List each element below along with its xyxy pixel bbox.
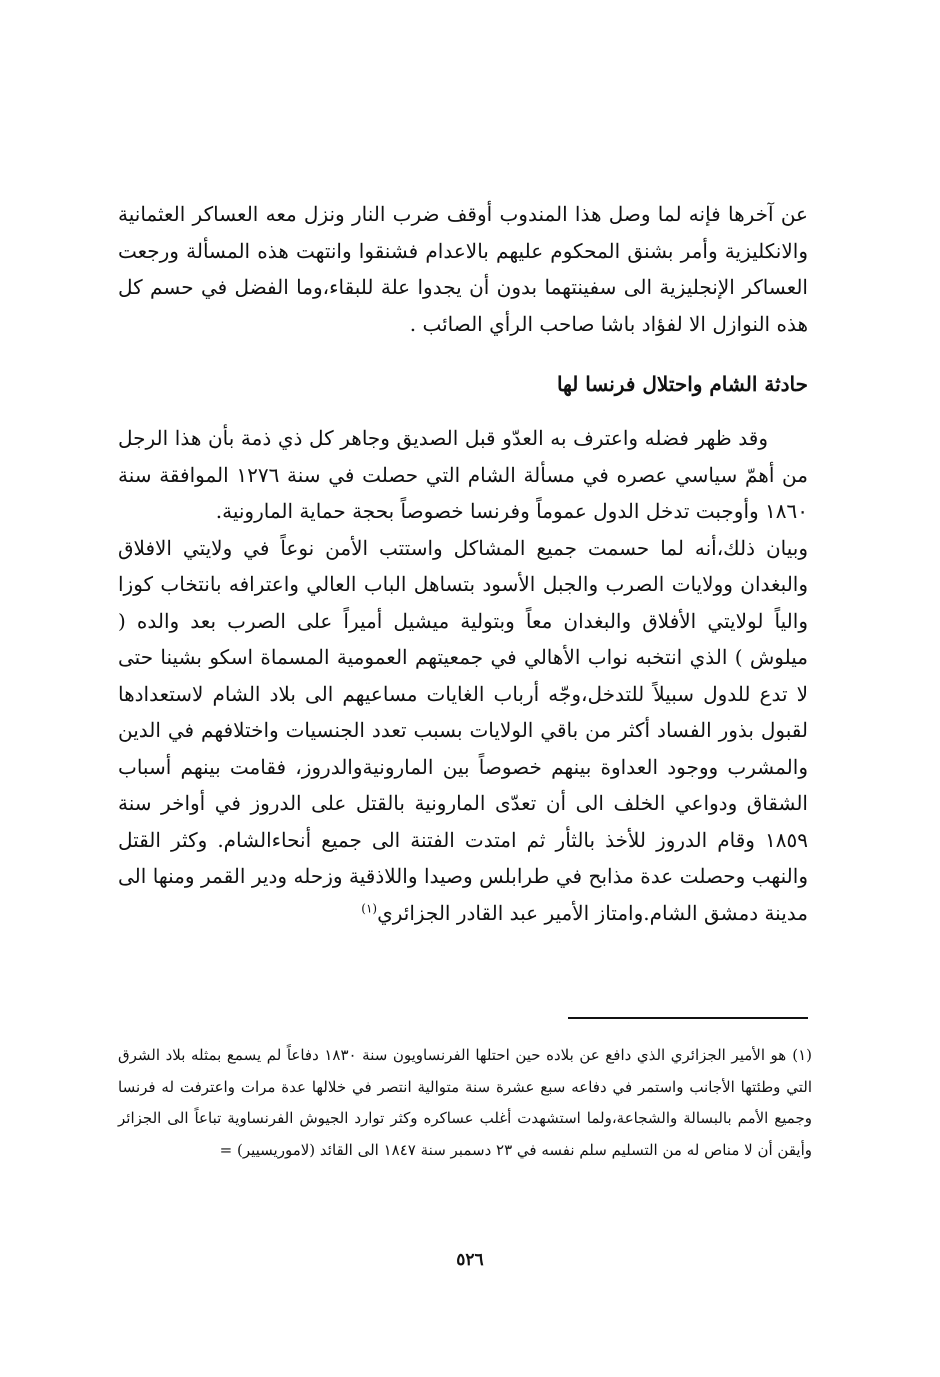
footnote-marker: (١) bbox=[792, 1046, 812, 1064]
page-number: ٥٢٦ bbox=[456, 1250, 484, 1270]
paragraph-3 bbox=[118, 530, 808, 932]
footnote-divider bbox=[568, 1017, 808, 1019]
footnote bbox=[118, 1040, 812, 1166]
paragraph-2: وقد ظهر فضله واعترف به العدّو قبل الصديق وجاهر كل ذي ذمة بأن هذا الرجل من أهمّ سياسي عصره في مسألة الشام التي حصلت في سنة ١٢٧٦ الموافقة سنة ١٨٦٠ وأوجبت تدخل الدول عموماً وفرنسا خصوصاً بحجة حماية المارونية. bbox=[118, 426, 808, 523]
footnote-paragraph bbox=[118, 1040, 812, 1166]
section-heading: حادثة الشام واحتلال فرنسا لها bbox=[556, 372, 808, 396]
footnote-reference: (١) bbox=[361, 900, 378, 915]
paragraph-3-text: وبيان ذلك،أنه لما حسمت جميع المشاكل واستتب الأمن نوعاً في ولايتي الافلاق والبغدان وولايات الصرب والجبل الأسود بتساهل الباب العالي واعترافه بانتخاب كوزا والياً لولايتي الأفلاق والبغدان معاً وبتولية ميشيل أميراً على الصرب بعد والده ( ميلوش ) الذي انتخبه نواب الأهالي في جمعيتهم العمومية المسماة اسكو بشينا حتى لا تدع للدول سبيلاً للتدخل،وجّه أرباب الغايات مساعيهم الى بلاد الشام لاستعدادها لقبول بذور الفساد أكثر من باقي الولايات بسبب تعدد الجنسيات واختلافهم في الدين والمشرب ووجود العداوة بينهم خصوصاً بين المارونيةوالدروز، فقامت بينهم أسباب الشقاق ودواعي الخلف الى أن تعدّى المارونية بالقتل على الدروز في أواخر سنة ١٨٥٩ وقام الدروز للأخذ بالثأر ثم امتدت الفتنة الى جميع أنحاءالشام. وكثر القتل والنهب وحصلت عدة مذابح في طرابلس وصيدا واللاذقية وزحله ودير القمر ومنها الى مدينة دمشق الشام.وامتاز الأمير عبد القادر الجزائري bbox=[118, 535, 808, 925]
footnote-text: هو الأمير الجزائري الذي دافع عن بلاده حين احتلها الفرنساويون سنة ١٨٣٠ دفاعاً لم يسمع بمثله بلاد الشرق التي وطئتها الأجانب واستمر في دفاعه سبع عشرة سنة متوالية انتصر في خلالها عدة مرات واعترفت له فرنسا وجميع الأمم بالبسالة والشجاعة،ولما استشهدت أغلب عساكره وكثر توارد الجيوش الفرنساوية تباعاً الى الجزائر وأيقن أن لا مناص له من التسليم سلم نفسه في ٢٣ دسمبر سنة ١٨٤٧ الى القائد (لاموريسيير) = bbox=[118, 1046, 812, 1159]
main-text bbox=[118, 196, 808, 931]
paragraph-1: عن آخرها فإنه لما وصل هذا المندوب أوقف ضرب النار ونزل معه العساكر العثمانية والانكليزية وأمر بشنق المحكوم عليهم بالاعدام فشنقوا وانتهت هذه المسألة ورجعت العساكر الإنجليزية الى سفينتهما بدون أن يجدوا علة للبقاء،وما الفضل في حسم كل هذه النوازل الا لفؤاد باشا صاحب الرأي الصائب . bbox=[118, 202, 808, 336]
